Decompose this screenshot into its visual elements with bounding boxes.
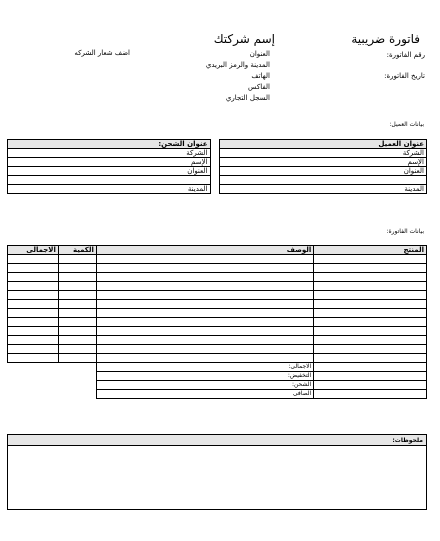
table-row: [8, 255, 427, 264]
billing-cell[interactable]: الإسم: [220, 158, 427, 167]
table-row: [8, 336, 427, 345]
notes-label: ملحوظات:: [8, 435, 426, 446]
table-row: [8, 140, 427, 149]
table-row: [8, 300, 427, 309]
customer-section-label: بيانات العميل:: [389, 121, 424, 128]
col-product: المنتج: [314, 246, 427, 255]
billing-cell[interactable]: [220, 176, 427, 185]
col-total: الاجمالى: [8, 246, 59, 255]
company-address-line: المدينة والرمز البريدي: [205, 61, 270, 69]
col-description: الوصف: [96, 246, 313, 255]
table-row: [8, 282, 427, 291]
table-row: [8, 176, 427, 185]
shipping-cell[interactable]: الشركة: [8, 149, 211, 158]
invoice-section-label: بيانات الفاتورة:: [386, 228, 424, 235]
summary-row: [8, 390, 427, 399]
col-qty: الكمية: [58, 246, 96, 255]
invoice-number-label: رقم الفاتورة:: [386, 51, 425, 59]
summary-label: الصافى: [96, 390, 313, 399]
company-address-line: العنوان: [249, 50, 270, 58]
shipping-cell[interactable]: [8, 176, 211, 185]
shipping-header: عنوان الشحن:: [8, 140, 211, 149]
table-row: [8, 246, 427, 255]
company-address-line: الهاتف: [251, 72, 270, 80]
shipping-cell[interactable]: الإسم: [8, 158, 211, 167]
invoice-items-table: [7, 245, 427, 399]
table-row: [8, 354, 427, 363]
summary-label: الشحن:: [96, 381, 313, 390]
billing-cell[interactable]: الشركة: [220, 149, 427, 158]
shipping-cell[interactable]: المدينة: [8, 185, 211, 194]
customer-table: [7, 139, 427, 194]
invoice-date-label: تاريخ الفاتورة:: [384, 72, 425, 80]
summary-label: الاجمالى:: [96, 363, 313, 372]
summary-value[interactable]: [314, 390, 427, 399]
company-address-line: الفاكس: [247, 83, 270, 91]
table-row: [8, 167, 427, 176]
table-row: [8, 345, 427, 354]
company-address-line: السجل التجاري: [225, 94, 270, 102]
table-row: [8, 158, 427, 167]
table-row: [8, 264, 427, 273]
table-row: [8, 318, 427, 327]
summary-row: [8, 363, 427, 372]
billing-header: عنوان العميل: [220, 140, 427, 149]
invoice-title: فاتورة ضريبية: [351, 32, 420, 46]
summary-label: التخفيض:: [96, 372, 313, 381]
table-row: [8, 273, 427, 282]
billing-cell[interactable]: العنوان: [220, 167, 427, 176]
summary-row: [8, 381, 427, 390]
table-row: [8, 185, 427, 194]
table-row: [8, 327, 427, 336]
summary-value[interactable]: [314, 363, 427, 372]
notes-box[interactable]: [7, 434, 427, 510]
table-row: [8, 309, 427, 318]
table-row: [8, 291, 427, 300]
summary-value[interactable]: [314, 372, 427, 381]
shipping-cell[interactable]: العنوان: [8, 167, 211, 176]
company-address-block: [160, 49, 270, 104]
billing-cell[interactable]: المدينة: [220, 185, 427, 194]
summary-row: [8, 372, 427, 381]
logo-placeholder: اضف شعار الشركه: [74, 49, 130, 57]
company-name: إسم شركتك: [213, 32, 275, 46]
table-row: [8, 149, 427, 158]
summary-value[interactable]: [314, 381, 427, 390]
